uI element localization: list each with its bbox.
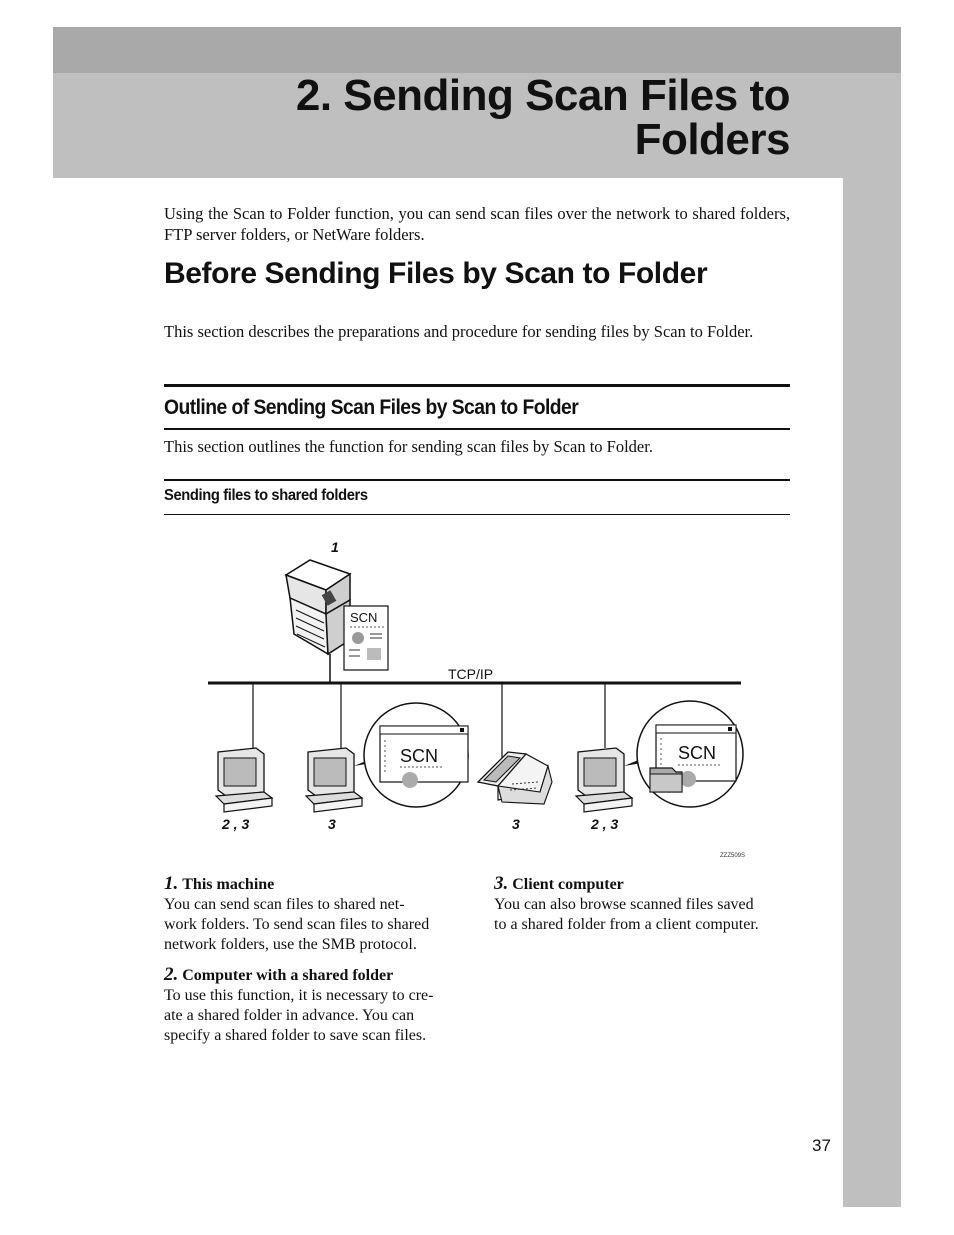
shared-folder-window-icon-1 [364,703,468,807]
item-title-1: This machine [182,876,275,893]
doc-label-1: SCN [350,610,378,625]
callout-pc-2: 3 [328,816,336,832]
list-item-2 [164,965,460,1046]
subsubsection-divider-bottom [164,514,790,515]
network-label: TCP/IP [448,666,494,682]
scan-document-icon [344,606,388,670]
section-divider [164,384,790,387]
callout-pc-1: 2 , 3 [222,816,250,832]
item-body-2-line-3: specify a shared folder to save scan files. [164,1027,427,1044]
subsection-description: This section outlines the function for sending scan files by Scan to Folder. [164,437,653,456]
item-number-3: 3. [494,873,509,894]
item-title-3: Client computer [512,876,624,893]
item-title-2: Computer with a shared folder [182,967,394,984]
section-description: This section describes the preparations and procedure for sending files by Scan to Folder. [164,322,754,341]
subsubsection-heading: Sending files to shared folders [164,487,368,504]
subsection-divider [164,428,790,430]
computer-icon-1 [216,748,272,812]
item-number-2: 2. [164,964,179,985]
shared-folder-window-icon-2 [637,701,743,807]
subsection-heading: Outline of Sending Scan Files by Scan to Folder [164,396,579,419]
doc-label-2: SCN [400,746,439,766]
laptop-icon [478,752,552,804]
callout-pc-4: 2 , 3 [591,816,619,832]
doc-label-3: SCN [678,743,717,763]
chapter-title [295,71,790,164]
item-body-1-line-1: You can send scan files to shared net- [164,896,405,913]
page-number: 37 [812,1136,831,1155]
subsubsection-divider-top [164,479,790,481]
figure-id: ZZZ509S [720,853,746,859]
item-number-1: 1. [164,873,179,894]
network-diagram [160,530,760,870]
callout-machine: 1 [331,539,339,555]
page-side-tab [843,178,901,1207]
list-item-1 [164,874,460,955]
chapter-title-line-2: Folders [634,115,790,164]
section-heading: Before Sending Files by Scan to Folder [164,257,708,290]
item-body-1-line-3: network folders, use the SMB protocol. [164,936,417,953]
chapter-title-line-1: 2. Sending Scan Files to [295,71,790,120]
chapter-header-band-top [53,27,901,73]
intro-paragraph: Using the Scan to Folder function, you can send scan files over the network to shared folders, FTP server folders, or NetWare folders. [164,204,790,244]
item-body-2-line-1: To use this function, it is necessary to cre- [164,987,434,1004]
item-body-2-line-2: ate a shared folder in advance. You can [164,1007,415,1024]
list-item-3 [494,874,794,935]
callout-laptop: 3 [512,816,520,832]
item-body-3-line-1: You can also browse scanned files saved [494,896,754,913]
printer-machine-icon [286,560,350,683]
item-body-1-line-2: work folders. To send scan files to shared [164,916,430,933]
item-body-3-line-2: to a shared folder from a client computer. [494,916,759,933]
